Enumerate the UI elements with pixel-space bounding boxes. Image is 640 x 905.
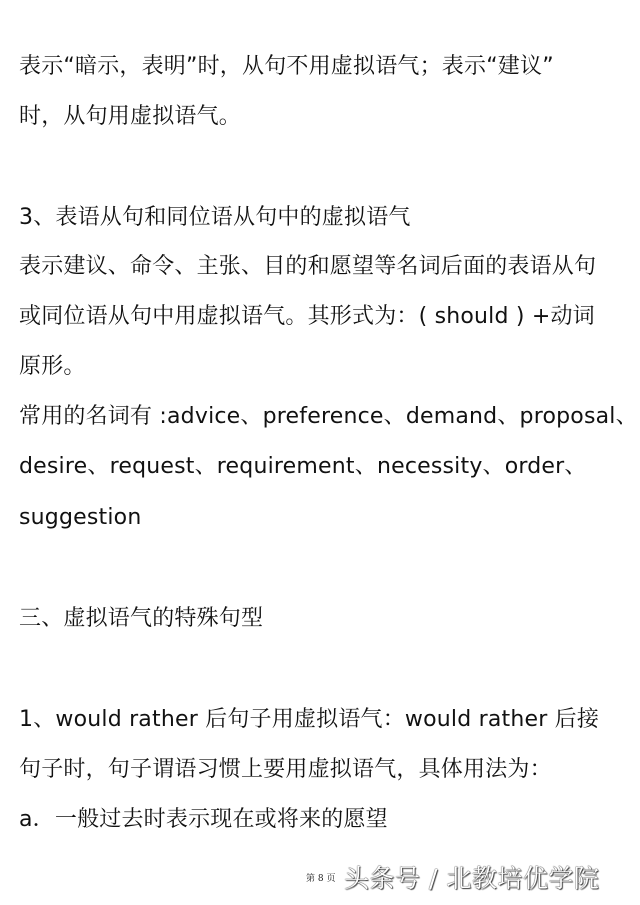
text-line: 表示建议、命令、主张、目的和愿望等名词后面的表语从句	[19, 254, 597, 279]
page-number: 第 8 页	[306, 874, 336, 884]
section-heading: 3、表语从句和同位语从句中的虚拟语气	[19, 205, 411, 230]
source-watermark: 头条号 / 北教培优学院	[344, 864, 600, 893]
text-line: 句子时，句子谓语习惯上要用虚拟语气，具体用法为：	[19, 757, 552, 782]
page-footer	[306, 862, 636, 896]
text-line: a．一般过去时表示现在或将来的愿望	[19, 807, 388, 832]
text-line: 表示“暗示，表明”时，从句不用虚拟语气；表示“建议”	[19, 54, 554, 79]
text-line: 常用的名词有 :advice、preference、demand、proposal、	[19, 404, 638, 429]
text-line: 原形。	[19, 354, 86, 379]
section-heading: 三、虚拟语气的特殊句型	[19, 606, 264, 631]
text-line: 时，从句用虚拟语气。	[19, 104, 242, 129]
subsection-heading: 1、would rather 后句子用虚拟语气：would rather 后接	[19, 707, 600, 732]
text-line: 或同位语从句中用虚拟语气。其形式为：( should ) +动词	[19, 304, 595, 329]
text-line: desire、request、requirement、necessity、order、	[19, 454, 587, 479]
text-line: suggestion	[19, 505, 142, 530]
